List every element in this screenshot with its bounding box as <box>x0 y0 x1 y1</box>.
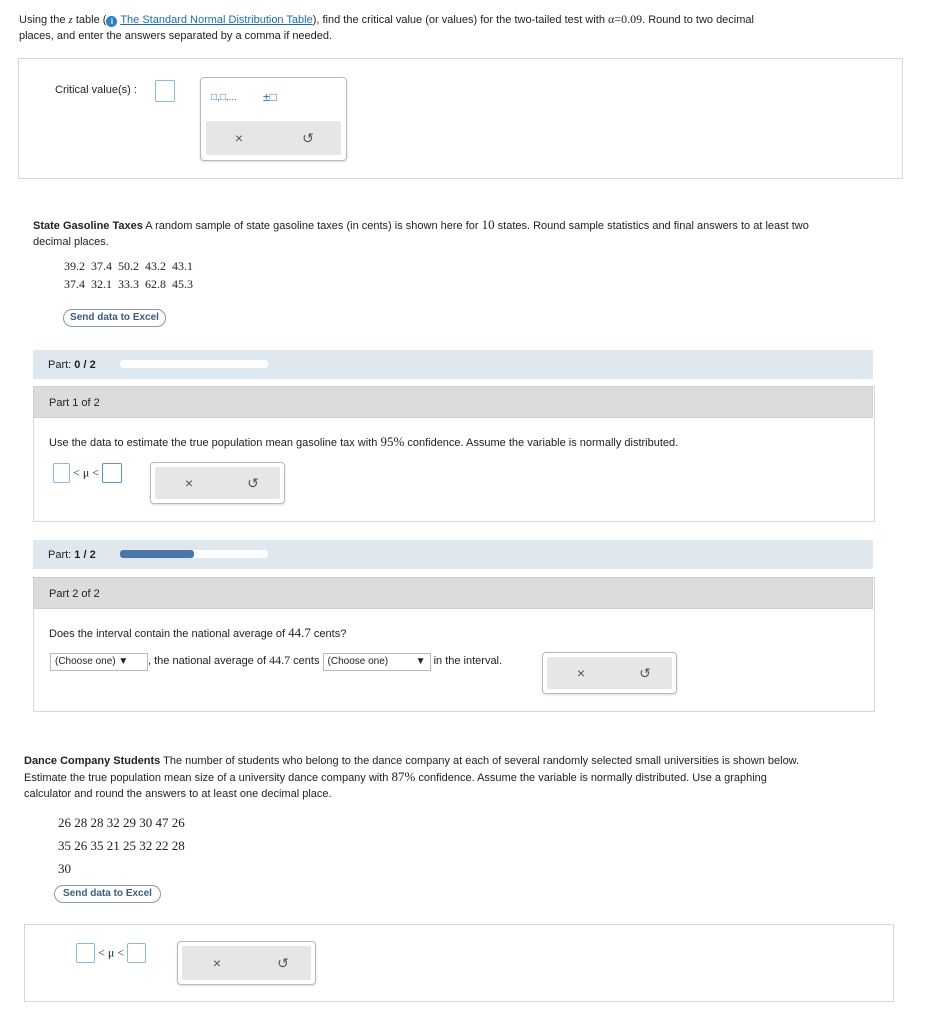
contains-dropdown-1[interactable]: (Choose one) ▼ <box>50 653 148 671</box>
gas-send-to-excel-button[interactable]: Send data to Excel <box>63 309 166 327</box>
clear-icon[interactable]: × <box>212 955 222 971</box>
gas-part2-palette <box>542 652 677 694</box>
contains-dropdown-2[interactable]: (Choose one) ▼ <box>323 653 431 671</box>
q1-answer-area <box>18 58 903 179</box>
gas-part2-answer-line: (Choose one) ▼ , the national average of 44.7 cents (Choose one) ▼ in the interval. <box>50 653 502 671</box>
clear-icon[interactable]: × <box>576 665 586 681</box>
undo-icon[interactable]: ↺ <box>639 665 651 681</box>
gas-part-progress-1: Part: 1 / 2 <box>33 540 873 569</box>
progress-bar <box>120 360 268 368</box>
dance-data-row-3: 30 <box>58 861 71 876</box>
gas-data-row-1: 39.2 37.4 50.2 43.2 43.1 <box>64 259 193 273</box>
palette-action-bar <box>206 121 341 155</box>
gas-part1-header: Part 1 of 2 <box>33 386 873 418</box>
gas-part2-question: Does the interval contain the national average of 44.7 cents? <box>49 625 347 640</box>
dance-data-row-1: 26 28 28 32 29 30 47 26 <box>58 815 185 830</box>
gas-ci-inputs: < μ < <box>53 463 122 483</box>
plus-minus-button[interactable]: ±□ <box>263 90 277 104</box>
dance-send-to-excel-button[interactable]: Send data to Excel <box>54 885 161 903</box>
standard-normal-table-link[interactable]: The Standard Normal Distribution Table <box>120 14 313 26</box>
undo-icon[interactable]: ↺ <box>247 475 259 491</box>
dance-palette <box>177 941 316 985</box>
dance-prompt: Dance Company Students The number of students who belong to the dance company at each of several randomly selected small universities is shown below. Estimate the true population mean size of a university dance company with 87% confidence. Assume the variable is normally distributed. Use a graphing calculator and round the answers to at least one decimal place. <box>24 755 800 800</box>
undo-icon[interactable]: ↺ <box>277 955 289 971</box>
gas-part-progress-0: Part: 0 / 2 <box>33 350 873 379</box>
ci-upper-input[interactable] <box>102 463 122 483</box>
list-symbol-button[interactable]: □,□,... <box>211 92 237 103</box>
critical-value-input[interactable] <box>155 80 175 102</box>
q1-prompt: Using the z table ( i The Standard Normal Distribution Table), find the critical value (or values) for the two-tailed test with α=0.09. Round to two decimal places, and enter the answers separated by a comma if needed. <box>19 12 754 42</box>
progress-bar <box>120 550 268 558</box>
q1-math-palette <box>200 77 347 161</box>
gas-part1-question: Use the data to estimate the true population mean gasoline tax with 95% confidence. Assume the variable is normally distributed. <box>49 434 679 449</box>
gas-prompt: State Gasoline Taxes A random sample of state gasoline taxes (in cents) is shown here for 10 states. Round sample statistics and final answers to at least two decimal places. <box>33 217 809 248</box>
info-icon: i <box>106 16 117 27</box>
dance-ci-inputs: < μ < <box>76 943 146 963</box>
gas-part2-header: Part 2 of 2 <box>33 577 873 609</box>
progress-fill <box>120 550 194 558</box>
clear-icon[interactable]: × <box>234 130 244 146</box>
ci-lower-input[interactable] <box>53 463 70 483</box>
ci-upper-input[interactable] <box>127 943 146 963</box>
dance-data-row-2: 35 26 35 21 25 32 22 28 <box>58 838 185 853</box>
undo-icon[interactable]: ↺ <box>302 130 314 146</box>
gas-part1-palette <box>150 462 285 504</box>
dance-answer-area <box>24 924 894 1002</box>
gas-data-row-2: 37.4 32.1 33.3 62.8 45.3 <box>64 277 193 291</box>
ci-lower-input[interactable] <box>76 943 95 963</box>
clear-icon[interactable]: × <box>184 475 194 491</box>
critical-value-label: Critical value(s) : <box>55 84 137 96</box>
